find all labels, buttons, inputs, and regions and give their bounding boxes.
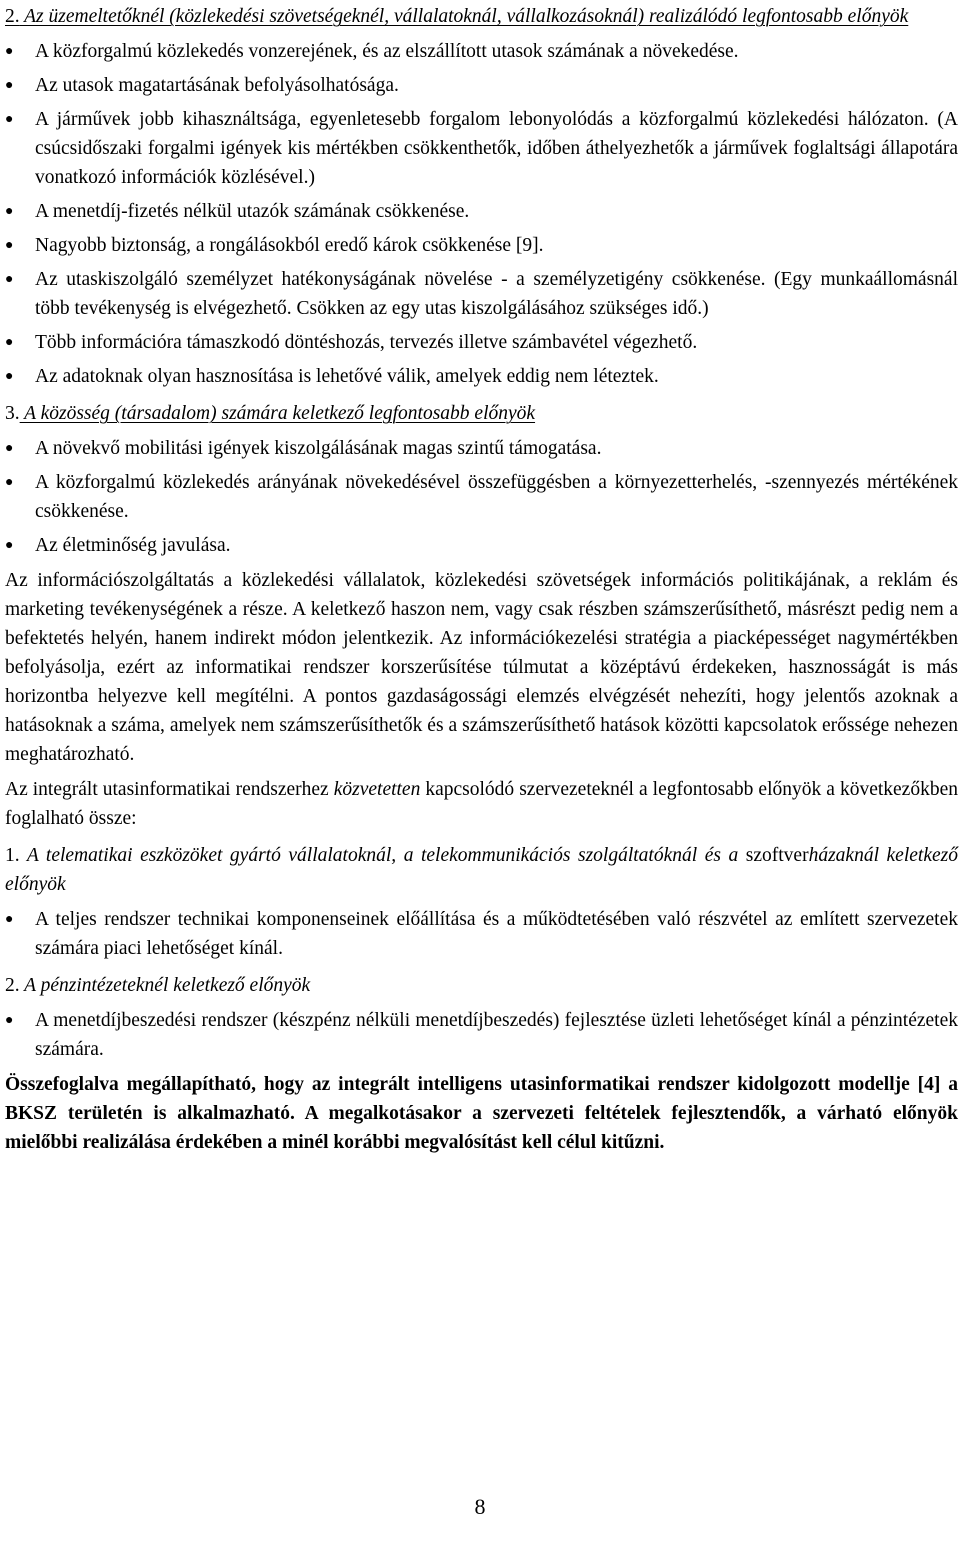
list-item xyxy=(5,231,958,260)
bullet-icon: ● xyxy=(5,44,14,59)
list-item xyxy=(5,1006,958,1064)
section-heading-text: A közösség (társadalom) számára keletkező legfontosabb előnyök xyxy=(19,403,536,424)
bullet-list-community xyxy=(5,434,958,560)
paragraph-integrated-system xyxy=(5,775,958,833)
bullet-icon: ● xyxy=(5,112,14,127)
list-item-text: Az utasok magatartásának befolyásolhatósága. xyxy=(35,75,399,96)
bullet-icon: ● xyxy=(5,912,14,927)
section-heading-text: Az üzemeltetőknél (közlekedési szövetségeknél, vállalatoknál, vállalkozásoknál) realizálódó legfontosabb előnyök xyxy=(19,6,909,27)
section-heading-text: szoftver xyxy=(745,845,809,866)
list-item xyxy=(5,328,958,357)
bullet-icon: ● xyxy=(5,335,14,350)
paragraph-information-services: Az információszolgáltatás a közlekedési vállalatok, közlekedési szövetségek információs politikájának, a reklám és marketing tevékenységének a része. A keletkező haszon nem, vagy csak részben számszerűsíthető, másrészt pedig nem a befektetés helyén, hanem indirekt módon jelentkezik. Az információkezelési stratégia a piacképességet nagymértékben befolyásolja, ezért az informatikai rendszer korszerűsítése túlmutat a középtávú érdekeken, hasznosságát is más horizontba helyezve kell megítélni. A pontos gazdaságossági elemzés elvégzését nehezíti, hogy jelentős azoknak a hatásoknak a száma, amelyek nem számszerűsíthetők és a számszerűsíthető hatások közötti kapcsolatok erőssége nehezen meghatározható. xyxy=(5,570,958,765)
bullet-icon: ● xyxy=(5,78,14,93)
list-item-text: Az életminőség javulása. xyxy=(35,535,231,556)
bullet-icon: ● xyxy=(5,441,14,456)
section-heading-text: házaknál keletkező előnyök xyxy=(5,845,958,895)
paragraph-text: Az integrált utasinformatikai rendszerhez xyxy=(5,779,334,800)
list-item-text: A közforgalmú közlekedés vonzerejének, és az elszállított utasok számának a növekedése. xyxy=(35,41,739,62)
section-heading-operators xyxy=(5,2,958,31)
section-number: 2. xyxy=(5,975,20,996)
list-item xyxy=(5,531,958,560)
list-item xyxy=(5,37,958,66)
list-item-text: Az adatoknak olyan hasznosítása is lehetővé válik, amelyek eddig nem léteztek. xyxy=(35,366,659,387)
bullet-icon: ● xyxy=(5,204,14,219)
bullet-icon: ● xyxy=(5,272,14,287)
bullet-icon: ● xyxy=(5,475,14,490)
list-item-text: A közforgalmú közlekedés arányának növekedésével összefüggésben a környezetterhelés, -szennyezés mértékének csökkenése. xyxy=(35,472,958,522)
section-heading-telematics xyxy=(5,841,958,899)
page-number: 8 xyxy=(474,1494,486,1519)
list-item-text: Az utaskiszolgáló személyzet hatékonyságának növelése - a személyzetigény csökkenése. (Egy munkaállomásnál több tevékenység is elvégezhető. Csökken az egy utas kiszolgálásához szükséges idő.) xyxy=(35,269,958,319)
section-number: 2. xyxy=(5,6,20,27)
list-item-text: A menetdíjbeszedési rendszer (készpénz nélküli menetdíjbeszedés) fejlesztése üzleti lehetőséget kínál a pénzintézetek számára. xyxy=(35,1010,958,1060)
emphasis-text: közvetetten xyxy=(333,779,421,800)
summary-paragraph: Összefoglalva megállapítható, hogy az integrált intelligens utasinformatikai rendszer kidolgozott modellje [4] a BKSZ területén is alkalmazható. A megalkotásakor a szervezeti feltételek fejlesztendők, a várható előnyök mielőbbi realizálása érdekében a minél korábbi megvalósítást kell célul kitűzni. xyxy=(5,1074,958,1153)
list-item xyxy=(5,105,958,192)
document-page xyxy=(5,2,958,1163)
list-item-text: A teljes rendszer technikai komponenseinek előállítása és a működtetésében való részvétel az említett szervezetek számára piaci lehetőséget kínál. xyxy=(35,909,958,959)
list-item xyxy=(5,905,958,963)
bullet-icon: ● xyxy=(5,369,14,384)
list-item-text: A menetdíj-fizetés nélkül utazók számának csökkenése. xyxy=(35,201,470,222)
section-heading-community xyxy=(5,399,958,428)
list-item xyxy=(5,71,958,100)
list-item xyxy=(5,197,958,226)
section-heading-text: A telematikai eszközöket gyártó vállalatoknál, a telekommunikációs szolgáltatóknál és a xyxy=(19,845,746,866)
section-number: 1. xyxy=(5,845,20,866)
bullet-icon: ● xyxy=(5,538,14,553)
list-item-text: A növekvő mobilitási igények kiszolgálásának magas szintű támogatása. xyxy=(35,438,602,459)
section-number: 3. xyxy=(5,403,20,424)
list-item xyxy=(5,362,958,391)
paragraph-text: kapcsolódó szervezeteknél a legfontosabb előnyök a következőkben foglalható össze: xyxy=(5,779,958,829)
bullet-icon: ● xyxy=(5,238,14,253)
list-item-text: A járművek jobb kihasználtsága, egyenletesebb forgalom lebonyolódás a közforgalmú közlekedési hálózaton. (A csúcsidőszaki forgalmi igények kis mértékben csökkenthetők, időben áthelyezhetők a járművek foglaltsági állapotára vonatkozó információk közlésével.) xyxy=(35,109,958,188)
bullet-list-operators xyxy=(5,37,958,391)
bullet-list-telematics xyxy=(5,905,958,963)
section-heading-banks xyxy=(5,971,958,1000)
bullet-list-banks xyxy=(5,1006,958,1064)
list-item-text: Nagyobb biztonság, a rongálásokból eredő károk csökkenése [9]. xyxy=(35,235,544,256)
list-item xyxy=(5,434,958,463)
list-item-text: Több információra támaszkodó döntéshozás, tervezés illetve számbavétel végezhető. xyxy=(35,332,698,353)
list-item xyxy=(5,265,958,323)
section-heading-text: A pénzintézeteknél keletkező előnyök xyxy=(19,975,311,996)
list-item xyxy=(5,468,958,526)
bullet-icon: ● xyxy=(5,1013,14,1028)
